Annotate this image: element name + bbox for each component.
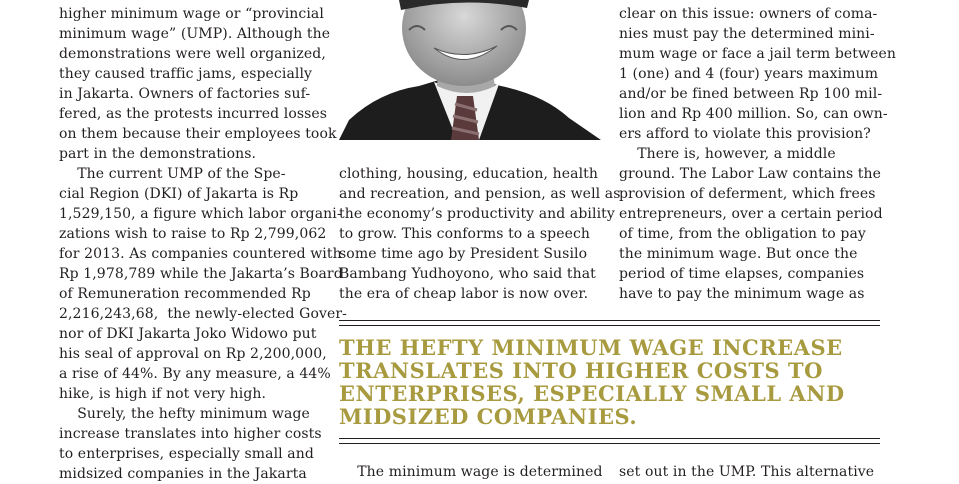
text-line: clear on this issue: owners of coma- <box>619 6 878 22</box>
pullquote-bottom-rule-1 <box>339 438 880 439</box>
text-line: ground. The Labor Law contains the <box>619 166 882 182</box>
text-line: Rp 1,978,789 while the Jakarta’s Board <box>59 266 343 282</box>
text-line: nies must pay the determined mini- <box>619 26 875 42</box>
text-line: hike, is high if not very high. <box>59 386 267 402</box>
text-line: some time ago by President Susilo <box>339 246 588 262</box>
text-line: and/or be fined between Rp 100 mil- <box>619 86 883 102</box>
pull-quote <box>339 336 880 428</box>
text-line: midsized companies in the Jakarta <box>59 466 307 482</box>
text-line: have to pay the minimum wage as <box>619 286 865 302</box>
pull-quote-line: THE HEFTY MINIMUM WAGE INCREASE <box>339 335 843 360</box>
text-line: of Remuneration recommended Rp <box>59 286 311 302</box>
article-column-3-continued <box>619 462 881 482</box>
text-line: period of time elapses, companies <box>619 266 865 282</box>
text-line: and recreation, and pension, as well as <box>339 186 621 202</box>
portrait-photo <box>339 0 601 140</box>
text-line: in Jakarta. Owners of factories suf- <box>59 86 311 102</box>
text-line: The minimum wage is determined <box>339 464 603 480</box>
article-column-2 <box>339 164 621 304</box>
text-line: of time, from the obligation to pay <box>619 226 866 242</box>
text-line: lion and Rp 400 million. So, can own- <box>619 106 888 122</box>
text-line: part in the demonstrations. <box>59 146 257 162</box>
pullquote-top-rule-2 <box>339 325 880 326</box>
text-line: Bambang Yudhoyono, who said that <box>339 266 596 282</box>
pullquote-bottom-rule-2 <box>339 443 880 444</box>
text-line: minimum wage” (UMP). Although the <box>59 26 331 42</box>
pull-quote-line: ENTERPRISES, ESPECIALLY SMALL AND <box>339 381 845 406</box>
text-line: increase translates into higher costs <box>59 426 322 442</box>
text-line: set out in the UMP. This alternative <box>619 464 875 480</box>
text-line: to grow. This conforms to a speech <box>339 226 591 242</box>
text-line: 2,216,243,68, the newly-elected Gover- <box>59 306 347 322</box>
text-line: higher minimum wage or “provincial <box>59 6 324 22</box>
text-line: 1 (one) and 4 (four) years maximum <box>619 66 879 82</box>
pullquote-top-rule-1 <box>339 320 880 321</box>
text-line: a rise of 44%. By any measure, a 44% <box>59 366 331 382</box>
text-line: demonstrations were well organized, <box>59 46 326 62</box>
text-line: his seal of approval on Rp 2,200,000, <box>59 346 327 362</box>
text-line: for 2013. As companies countered with <box>59 246 342 262</box>
text-line: zations wish to raise to Rp 2,799,062 <box>59 226 327 242</box>
text-line: cial Region (DKI) of Jakarta is Rp <box>59 186 299 202</box>
text-line: nor of DKI Jakarta Joko Widowo put <box>59 326 317 342</box>
article-column-2-continued <box>339 462 601 482</box>
text-line: on them because their employees took <box>59 126 337 142</box>
text-line: clothing, housing, education, health <box>339 166 599 182</box>
text-line: mum wage or face a jail term between <box>619 46 896 62</box>
text-line: to enterprises, especially small and <box>59 446 314 462</box>
text-line: provision of deferment, which frees <box>619 186 876 202</box>
text-line: they caused traffic jams, especially <box>59 66 313 82</box>
pull-quote-line: TRANSLATES INTO HIGHER COSTS TO <box>339 358 823 383</box>
text-line: fered, as the protests incurred losses <box>59 106 328 122</box>
text-line: the era of cheap labor is now over. <box>339 286 589 302</box>
text-line: the economy’s productivity and ability <box>339 206 615 222</box>
text-line: ers afford to violate this provision? <box>619 126 871 142</box>
text-line: Surely, the hefty minimum wage <box>59 406 310 422</box>
text-line: entrepreneurs, over a certain period <box>619 206 883 222</box>
pull-quote-line: MIDSIZED COMPANIES. <box>339 404 638 429</box>
article-column-3 <box>619 4 896 304</box>
text-line: There is, however, a middle <box>619 146 836 162</box>
text-line: The current UMP of the Spe- <box>59 166 286 182</box>
article-column-1 <box>59 4 347 484</box>
text-line: 1,529,150, a figure which labor organi- <box>59 206 342 222</box>
text-line: the minimum wage. But once the <box>619 246 858 262</box>
